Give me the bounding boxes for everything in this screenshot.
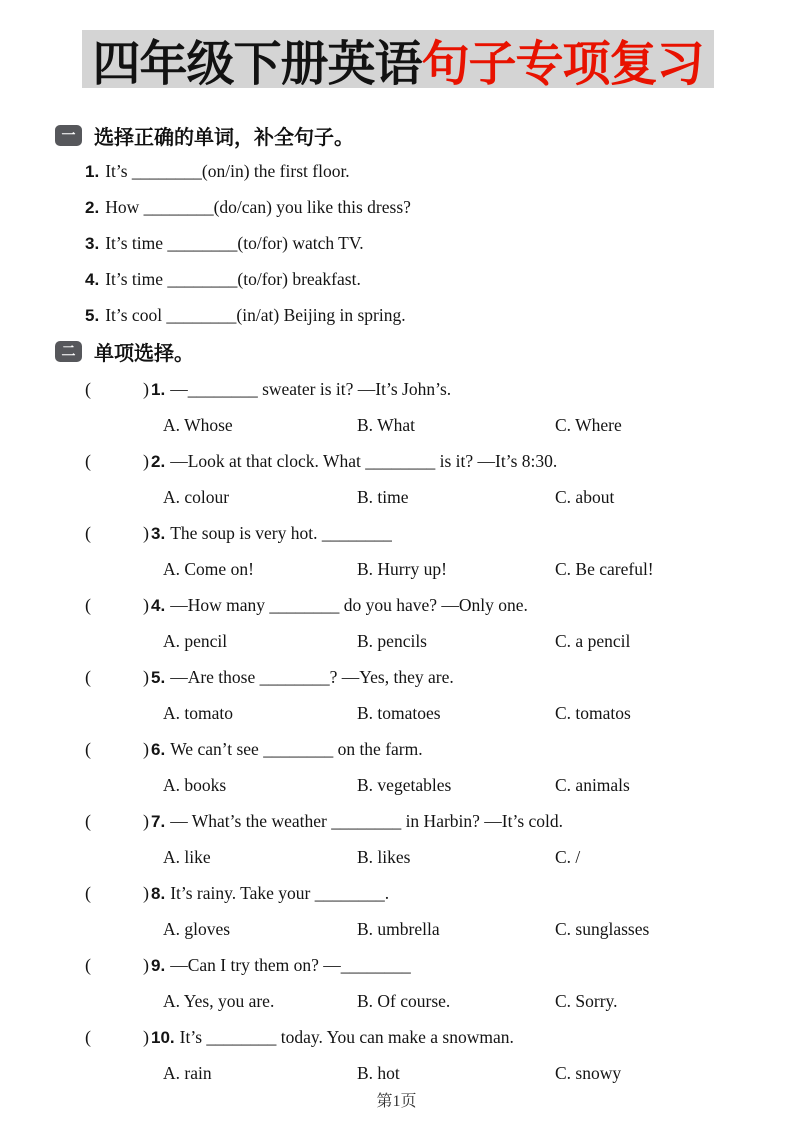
option-a: A. books — [163, 775, 227, 795]
mc-question-2 — [0, 443, 793, 515]
answer-bracket-close: ) — [143, 667, 149, 687]
option-a: A. colour — [163, 487, 230, 507]
question-text: —Look at that clock. What ________ is it? —It’s 8:30. — [170, 451, 558, 471]
question-text: The soup is very hot. ________ — [170, 523, 392, 543]
mc-question-7 — [0, 803, 793, 875]
question-text: We can’t see ________ on the farm. — [170, 739, 423, 759]
question-number: 9. — [151, 956, 166, 975]
answer-bracket-close: ) — [143, 379, 149, 399]
question-text: —Are those ________? —Yes, they are. — [170, 667, 454, 687]
question-number: 3. — [151, 524, 166, 543]
multiple-choice-list — [0, 371, 793, 1091]
question-text: It’s time ________(to/for) breakfast. — [105, 269, 361, 289]
question-text: How ________(do/can) you like this dress? — [105, 197, 411, 217]
option-a: A. gloves — [163, 919, 231, 939]
question-number: 10. — [151, 1028, 175, 1047]
option-b: B. Of course. — [357, 991, 451, 1011]
answer-bracket-close: ) — [143, 1027, 149, 1047]
question-text: —Can I try them on? —________ — [170, 955, 411, 975]
answer-bracket-open: ( — [85, 1027, 91, 1047]
option-b: B. likes — [357, 847, 411, 867]
question-number: 1. — [151, 380, 166, 399]
page-title — [82, 30, 714, 91]
title-text-black: 四年级下册英语 — [92, 37, 422, 91]
answer-bracket-close: ) — [143, 451, 149, 471]
fill-item-2 — [0, 189, 793, 225]
question-number: 2. — [151, 452, 166, 471]
answer-bracket-close: ) — [143, 955, 149, 975]
answer-bracket-open: ( — [85, 595, 91, 615]
answer-bracket-open: ( — [85, 955, 91, 975]
question-number: 4. — [151, 596, 166, 615]
option-c: C. Sorry. — [555, 991, 618, 1011]
section-one-heading: 选择正确的单词，补全句子。 — [94, 126, 354, 149]
option-b: B. pencils — [357, 631, 427, 651]
option-a: A. tomato — [163, 703, 233, 723]
question-number: 5. — [85, 306, 100, 325]
answer-bracket-open: ( — [85, 883, 91, 903]
option-c: C. tomatos — [555, 703, 631, 723]
option-b: B. tomatoes — [357, 703, 441, 723]
question-text: It’s time ________(to/for) watch TV. — [105, 233, 364, 253]
question-text: It’s ________ today. You can make a snowman. — [179, 1027, 514, 1047]
mc-question-5 — [0, 659, 793, 731]
option-c: C. about — [555, 487, 615, 507]
answer-bracket-open: ( — [85, 451, 91, 471]
option-b: B. hot — [357, 1063, 400, 1083]
option-b: B. What — [357, 415, 416, 435]
question-number: 4. — [85, 270, 100, 289]
answer-bracket-close: ) — [143, 811, 149, 831]
section-two-icon: 二 — [55, 341, 82, 362]
question-text: It’s cool ________(in/at) Beijing in spring. — [105, 305, 406, 325]
section-one-icon: 一 — [55, 125, 82, 146]
section-two-header — [0, 333, 793, 369]
option-c: C. / — [555, 847, 581, 867]
section-one-header — [0, 117, 793, 153]
answer-bracket-open: ( — [85, 379, 91, 399]
question-text: — What’s the weather ________ in Harbin? —It’s cold. — [170, 811, 564, 831]
option-a: A. pencil — [163, 631, 228, 651]
mc-question-10 — [0, 1019, 793, 1091]
mc-question-4 — [0, 587, 793, 659]
option-b: B. Hurry up! — [357, 559, 447, 579]
option-c: C. snowy — [555, 1063, 622, 1083]
option-a: A. rain — [163, 1063, 212, 1083]
option-a: A. Whose — [163, 415, 233, 435]
answer-bracket-close: ) — [143, 739, 149, 759]
mc-question-9 — [0, 947, 793, 1019]
question-number: 6. — [151, 740, 166, 759]
mc-question-3 — [0, 515, 793, 587]
option-b: B. vegetables — [357, 775, 452, 795]
answer-bracket-close: ) — [143, 883, 149, 903]
question-number: 5. — [151, 668, 166, 687]
mc-question-8 — [0, 875, 793, 947]
answer-bracket-open: ( — [85, 523, 91, 543]
option-c: C. Where — [555, 415, 622, 435]
answer-bracket-open: ( — [85, 739, 91, 759]
question-text: —How many ________ do you have? —Only one. — [170, 595, 528, 615]
option-c: C. animals — [555, 775, 630, 795]
answer-bracket-close: ) — [143, 523, 149, 543]
option-c: C. Be careful! — [555, 559, 654, 579]
answer-bracket-open: ( — [85, 811, 91, 831]
option-a: A. like — [163, 847, 211, 867]
answer-bracket-open: ( — [85, 667, 91, 687]
question-number: 2. — [85, 198, 100, 217]
title-text-red: 句子专项复习 — [421, 37, 704, 91]
question-number: 1. — [85, 162, 100, 181]
fill-item-5 — [0, 297, 793, 333]
question-number: 8. — [151, 884, 166, 903]
question-number: 7. — [151, 812, 166, 831]
mc-question-6 — [0, 731, 793, 803]
option-c: C. sunglasses — [555, 919, 650, 939]
fill-item-3 — [0, 225, 793, 261]
option-c: C. a pencil — [555, 631, 631, 651]
option-b: B. umbrella — [357, 919, 440, 939]
mc-question-1 — [0, 371, 793, 443]
question-text: —________ sweater is it? —It’s John’s. — [170, 379, 452, 399]
question-text: It’s rainy. Take your ________. — [170, 883, 390, 903]
section-two-heading: 单项选择。 — [94, 342, 194, 365]
option-a: A. Come on! — [163, 559, 254, 579]
question-number: 3. — [85, 234, 100, 253]
fill-item-1 — [0, 153, 793, 189]
option-b: B. time — [357, 487, 409, 507]
page-number: 第1页 — [376, 1093, 417, 1110]
fill-item-4 — [0, 261, 793, 297]
worksheet-content — [0, 117, 793, 1091]
answer-bracket-close: ) — [143, 595, 149, 615]
option-a: A. Yes, you are. — [163, 991, 275, 1011]
question-text: It’s ________(on/in) the first floor. — [105, 161, 350, 181]
